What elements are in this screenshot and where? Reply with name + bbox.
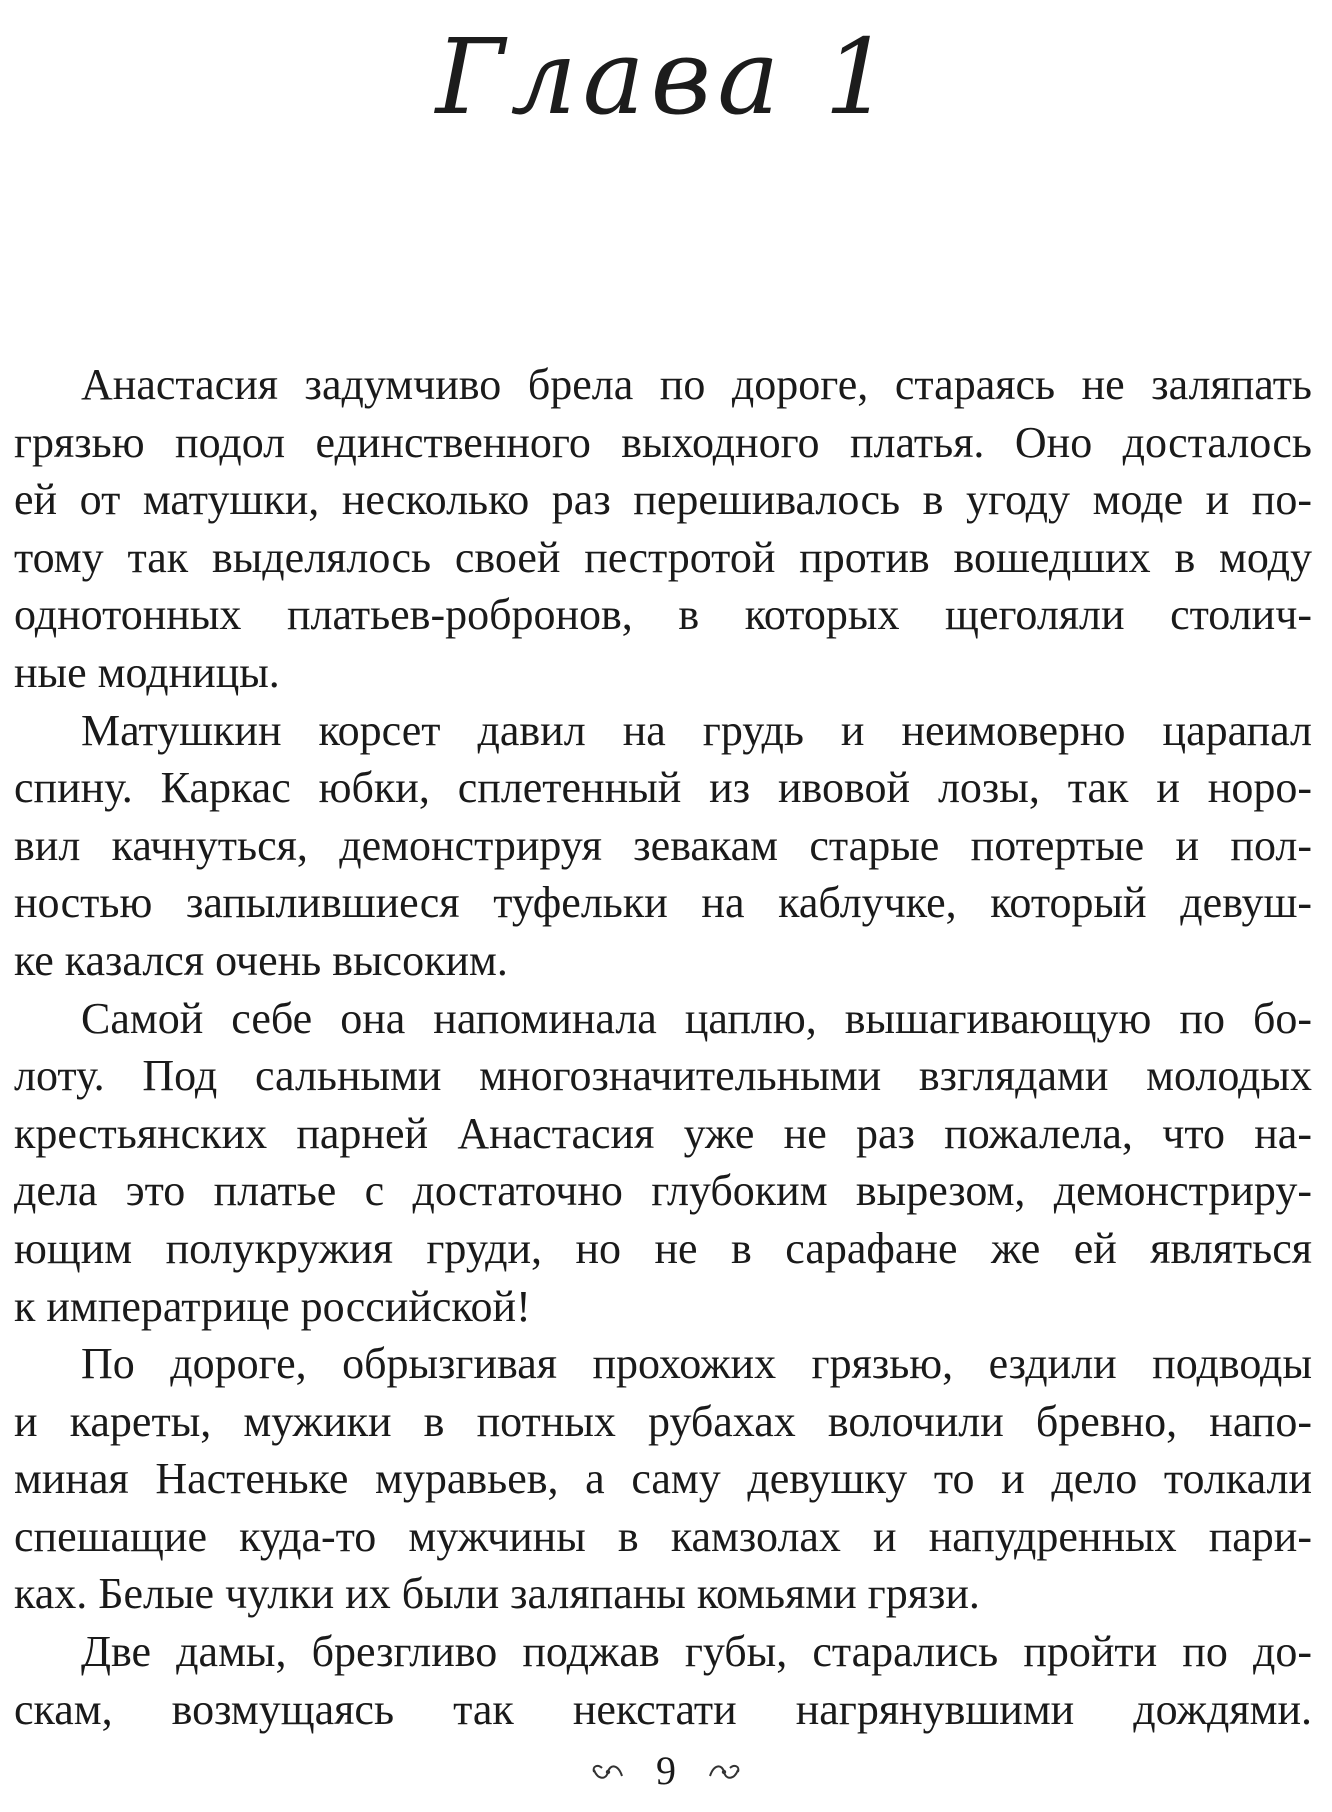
text-line: лоту. Под сальными многозначительными взглядами молодых xyxy=(14,1051,1312,1101)
text-line: скам, возмущаясь так некстати нагрянувшими дождями. xyxy=(14,1684,1312,1734)
body-text xyxy=(14,356,1312,1738)
text-line: По дороге, обрызгивая прохожих грязью, ездили подводы xyxy=(81,1339,1312,1389)
ornament-right-icon xyxy=(708,1750,742,1800)
ornament-right-icon-svg xyxy=(708,1762,742,1784)
text-line: Две дамы, брезгливо поджав губы, старались пройти по до- xyxy=(81,1627,1312,1677)
text-line: ке казался очень высоким. xyxy=(14,935,508,985)
text-line: вил качнуться, демонстрируя зевакам старые потертые и пол- xyxy=(14,820,1312,870)
text-line: спину. Каркас юбки, сплетенный из ивовой лозы, так и норо- xyxy=(14,763,1312,813)
text-line: дела это платье с достаточно глубоким вырезом, демонстриру- xyxy=(14,1166,1312,1216)
page-number: 9 xyxy=(656,1748,676,1793)
ornament-left-icon-svg xyxy=(590,1762,624,1784)
text-line: однотонных платьев-робронов, в которых щеголяли столич- xyxy=(14,590,1312,640)
text-line: ках. Белые чулки их были заляпаны комьями грязи. xyxy=(14,1569,980,1619)
text-line: крестьянских парней Анастасия уже не раз пожалела, что на- xyxy=(14,1108,1312,1158)
text-line: спешащие куда-то мужчины в камзолах и напудренных пари- xyxy=(14,1511,1312,1561)
text-line: и кареты, мужики в потных рубахах волочили бревно, напо- xyxy=(14,1396,1312,1446)
text-line: ющим полукружия груди, но не в сарафане же ей являться xyxy=(14,1223,1312,1273)
text-line: Самой себе она напоминала цаплю, вышагивающую по бо- xyxy=(81,993,1312,1043)
text-line: ей от матушки, несколько раз перешивалось в угоду моде и по- xyxy=(14,475,1312,525)
text-line: миная Настеньке муравьев, а саму девушку то и дело толкали xyxy=(14,1454,1312,1504)
text-line: ностью запылившиеся туфельки на каблучке, который девуш- xyxy=(14,878,1312,928)
text-line: к императрице российской! xyxy=(14,1281,531,1331)
text-line: тому так выделялось своей пестротой против вошедших в моду xyxy=(14,532,1312,582)
text-line: ные модницы. xyxy=(14,647,280,697)
page-footer xyxy=(0,1746,1332,1800)
text-line: Матушкин корсет давил на грудь и неимоверно царапал xyxy=(81,705,1312,755)
ornament-left-icon xyxy=(590,1750,624,1800)
text-line: Анастасия задумчиво брела по дороге, стараясь не заляпать xyxy=(81,360,1312,409)
chapter-title: Глава 1 xyxy=(435,16,897,138)
text-line: грязью подол единственного выходного платья. Оно досталось xyxy=(14,417,1312,467)
